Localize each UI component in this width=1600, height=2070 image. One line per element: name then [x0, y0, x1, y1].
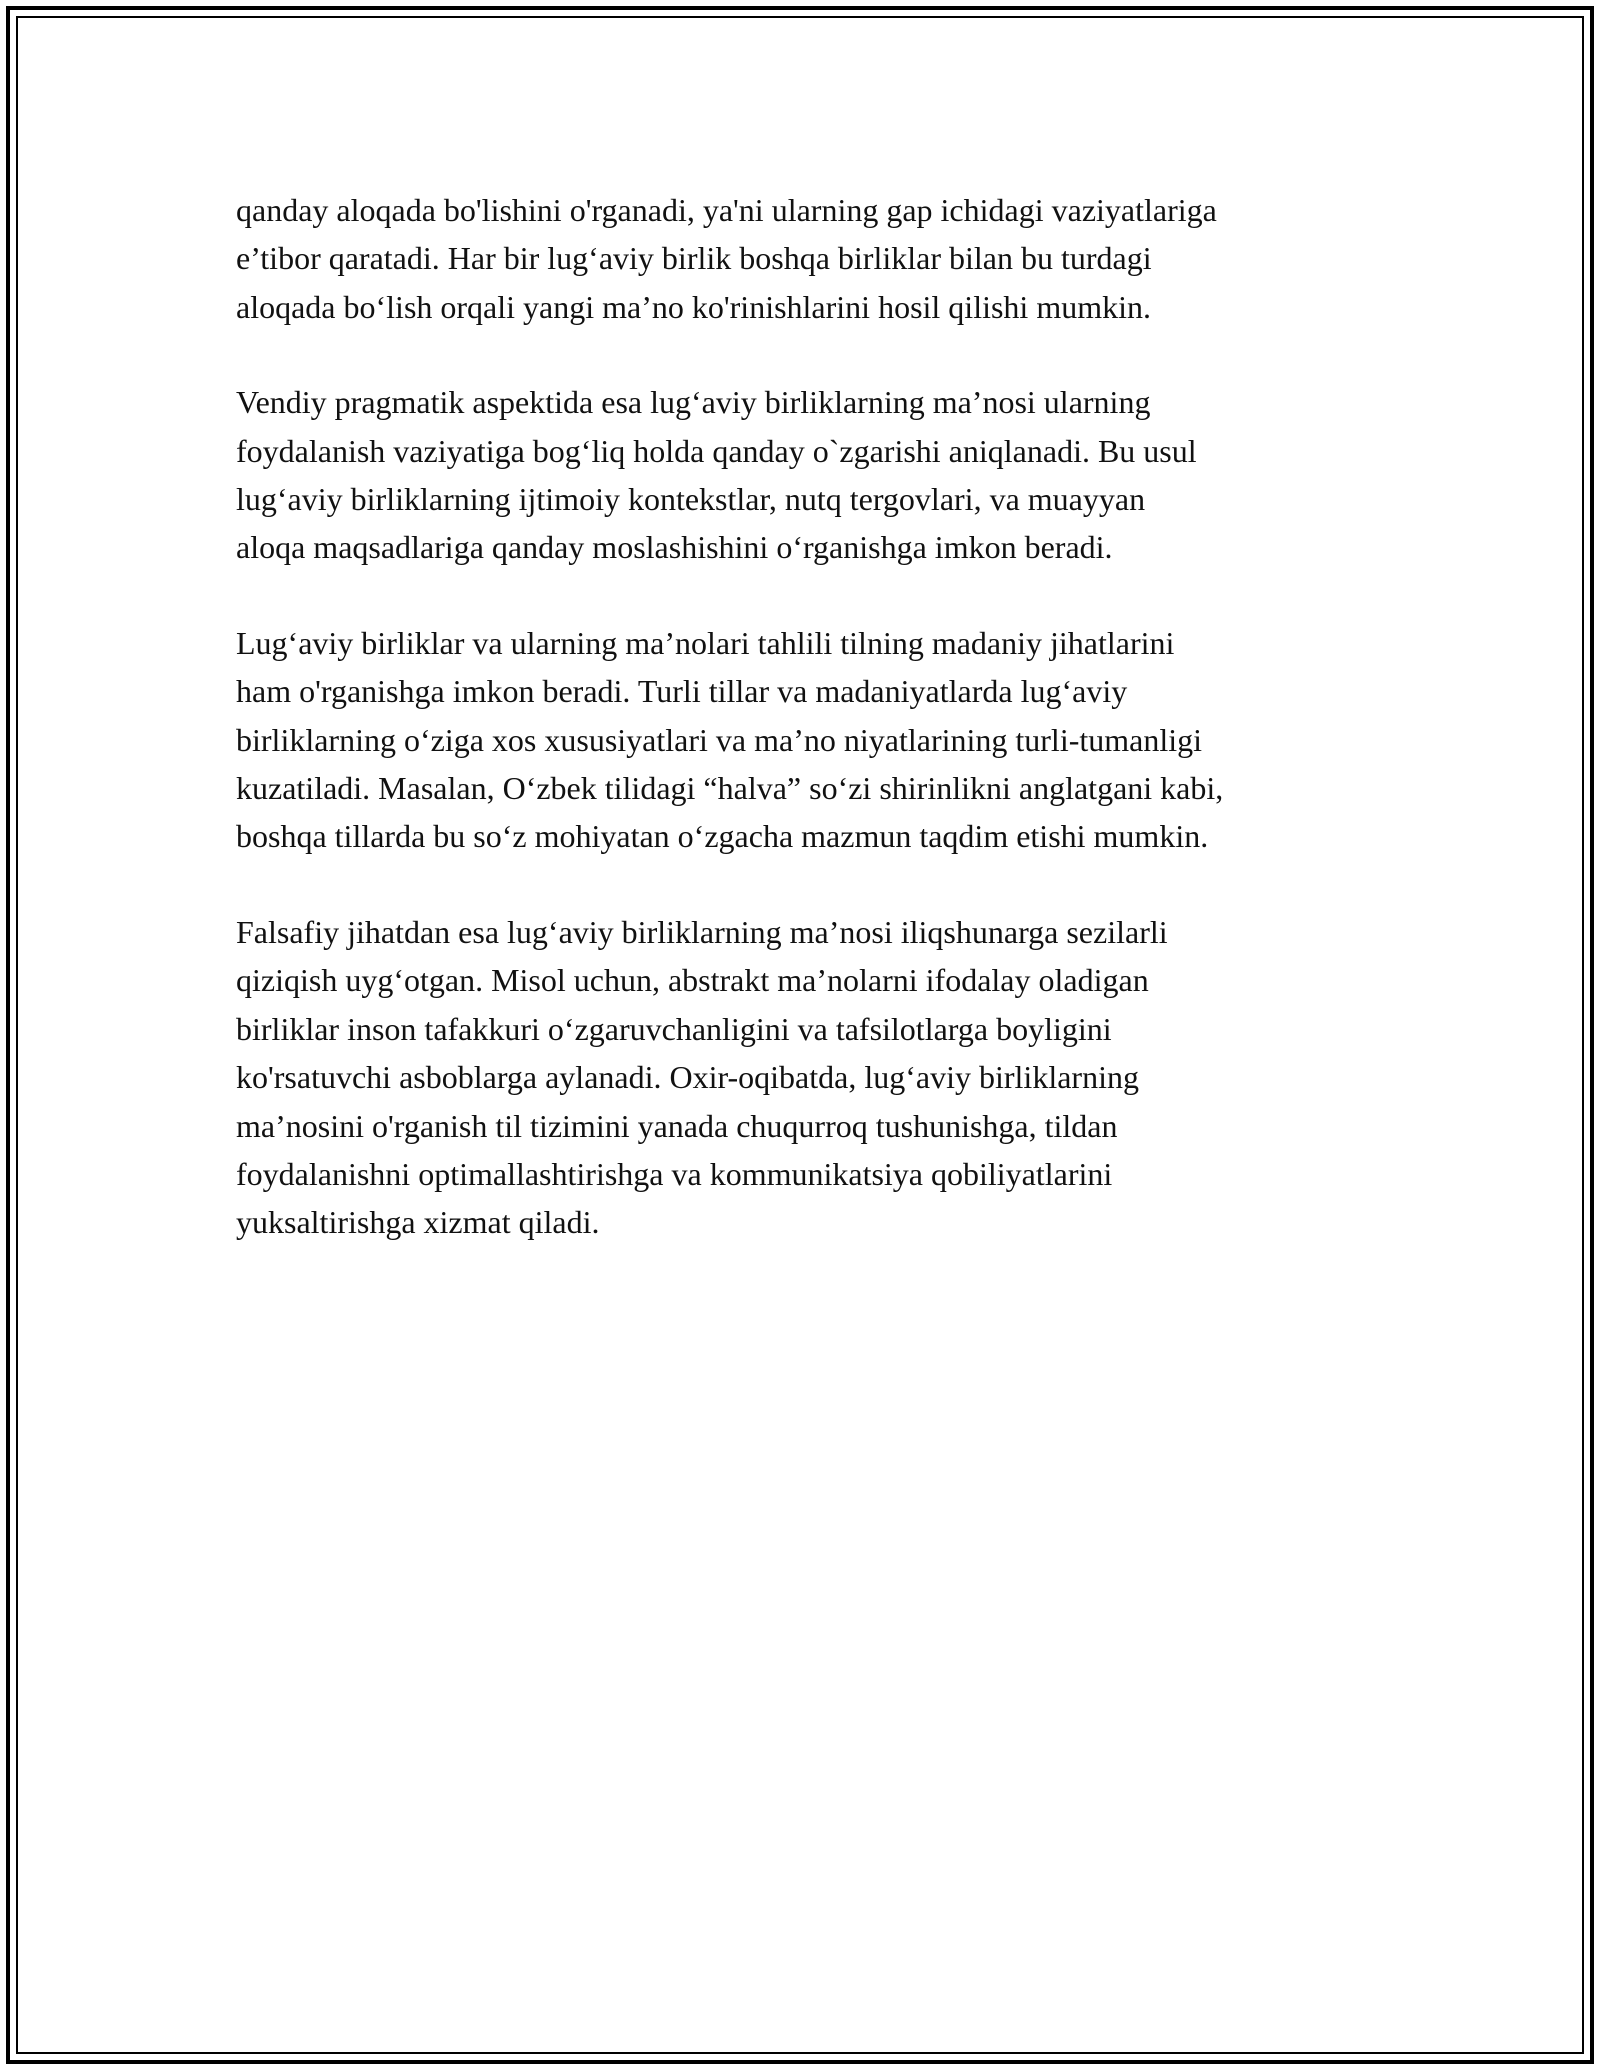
text-line: boshqa tillarda bu so‘z mohiyatan o‘zgacha mazmun taqdim etishi mumkin. — [236, 818, 1209, 855]
text-line: e’tibor qaratadi. Har bir lug‘aviy birlik boshqa birliklar bilan bu turdagi — [236, 240, 1152, 277]
paragraph-2 — [236, 378, 1396, 572]
text-line: Lug‘aviy birliklar va ularning ma’nolari tahlili tilning madaniy jihatlarini — [236, 624, 1175, 661]
paragraph-1 — [236, 186, 1396, 331]
document-body — [236, 186, 1396, 1294]
text-line: qiziqish uyg‘otgan. Misol uchun, abstrakt ma’nolarni ifodalay oladigan — [236, 962, 1149, 999]
text-line: aloqa maqsadlariga qanday moslashishini o‘rganishga imkon beradi. — [236, 529, 1113, 566]
paragraph-4 — [236, 908, 1396, 1247]
text-line: qanday aloqada bo'lishini o'rganadi, ya'ni ularning gap ichidagi vaziyatlariga — [236, 192, 1217, 228]
text-line: ko'rsatuvchi asboblarga aylanadi. Oxir-oqibatda, lug‘aviy birliklarning — [236, 1059, 1139, 1096]
text-line: foydalanishni optimallashtirishga va kommunikatsiya qobiliyatlarini — [236, 1155, 1113, 1192]
text-line: yuksaltirishga xizmat qiladi. — [236, 1204, 600, 1241]
text-line: ma’nosini o'rganish til tizimini yanada chuqurroq tushunishga, tildan — [236, 1107, 1118, 1144]
text-line: ham o'rganishga imkon beradi. Turli tillar va madaniyatlarda lug‘aviy — [236, 673, 1128, 710]
text-line: Falsafiy jihatdan esa lug‘aviy birliklarning ma’nosi iliqshunarga sezilarli — [236, 913, 1168, 950]
paragraph-3 — [236, 619, 1396, 861]
text-line: birliklarning o‘ziga xos xususiyatlari va ma’no niyatlarining turli-tumanligi — [236, 721, 1203, 758]
text-line: lug‘aviy birliklarning ijtimoiy kontekstlar, nutq tergovlari, va muayyan — [236, 481, 1146, 518]
text-line: aloqada bo‘lish orqali yangi ma’no ko'rinishlarini hosil qilishi mumkin. — [236, 288, 1151, 325]
text-line: kuzatiladi. Masalan, O‘zbek tilidagi “halva” so‘zi shirinlikni anglatgani kabi, — [236, 770, 1224, 807]
text-line: foydalanish vaziyatiga bog‘liq holda qanday o`zgarishi aniqlanadi. Bu usul — [236, 432, 1197, 469]
text-line: birliklar inson tafakkuri o‘zgaruvchanligini va tafsilotlarga boyligini — [236, 1010, 1112, 1047]
text-line: Vendiy pragmatik aspektida esa lug‘aviy birliklarning ma’nosi ularning — [236, 384, 1151, 421]
